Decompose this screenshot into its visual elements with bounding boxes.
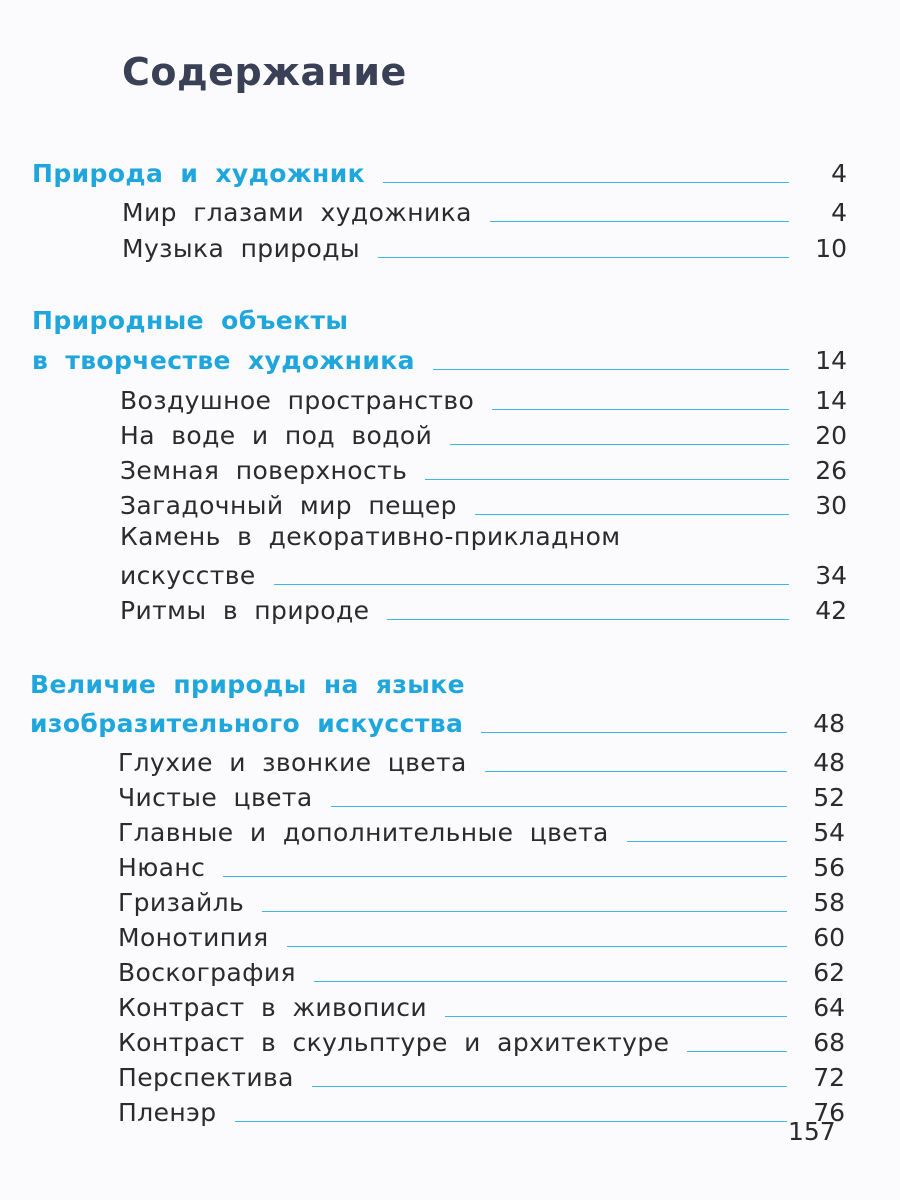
toc-item[interactable]	[120, 590, 847, 626]
toc-item[interactable]	[118, 1022, 845, 1058]
toc-item[interactable]	[120, 380, 847, 416]
dot-leader	[287, 946, 787, 947]
dot-leader	[445, 1016, 787, 1017]
item-label: Ритмы в природе	[120, 596, 370, 625]
toc-item[interactable]	[120, 555, 847, 591]
toc-item[interactable]	[120, 450, 847, 486]
toc-section-1[interactable]	[32, 153, 847, 189]
page-number: 64	[813, 993, 845, 1022]
item-label: Глухие и звонкие цвета	[118, 748, 467, 777]
item-label: На воде и под водой	[120, 421, 433, 450]
page-number: 56	[813, 853, 845, 882]
toc-section-3[interactable]	[30, 703, 845, 739]
dot-leader	[223, 876, 787, 877]
page-number: 20	[815, 421, 847, 450]
toc-item[interactable]	[118, 812, 845, 848]
dot-leader	[235, 1121, 788, 1122]
toc-item[interactable]	[118, 917, 845, 953]
page-number: 14	[815, 386, 847, 415]
page-number: 48	[813, 709, 845, 738]
toc-item[interactable]	[118, 882, 845, 918]
page-number: 72	[813, 1063, 845, 1092]
page-number: 76	[813, 1098, 845, 1127]
page-number: 4	[831, 198, 847, 227]
dot-leader	[262, 911, 787, 912]
page-number: 10	[815, 234, 847, 263]
section-title: в творчестве художника	[32, 346, 415, 375]
dot-leader	[490, 221, 789, 222]
dot-leader	[475, 514, 789, 515]
dot-leader	[687, 1051, 787, 1052]
dot-leader	[387, 619, 789, 620]
page-number: 30	[815, 491, 847, 520]
toc-item[interactable]	[118, 742, 845, 778]
toc-item[interactable]	[118, 987, 845, 1023]
page-number: 4	[831, 159, 847, 188]
item-label: Загадочный мир пещер	[120, 491, 457, 520]
footer-page-number: 157	[788, 1117, 836, 1146]
section-title: изобразительного искусства	[30, 709, 464, 738]
dot-leader	[312, 1086, 787, 1087]
page-number: 58	[813, 888, 845, 917]
page-number: 68	[813, 1028, 845, 1057]
toc-item[interactable]	[120, 485, 847, 521]
item-label: Воскография	[118, 958, 296, 987]
section-title-line: Природные объекты	[32, 306, 349, 335]
item-label: Земная поверхность	[120, 456, 408, 485]
item-label: Перспектива	[118, 1063, 294, 1092]
toc-item[interactable]	[118, 1092, 845, 1128]
toc-item[interactable]	[118, 847, 845, 883]
dot-leader	[274, 584, 789, 585]
page-number: 42	[815, 596, 847, 625]
toc-item[interactable]	[122, 228, 847, 264]
page-number: 26	[815, 456, 847, 485]
dot-leader	[378, 257, 789, 258]
dot-leader	[485, 771, 787, 772]
section-title: Природа и художник	[32, 159, 366, 188]
toc-item[interactable]	[118, 952, 845, 988]
page-number: 34	[815, 561, 847, 590]
toc-item[interactable]	[120, 415, 847, 451]
page-number: 60	[813, 923, 845, 952]
item-label: Пленэр	[118, 1098, 217, 1127]
item-label: Гризайль	[118, 888, 245, 917]
item-label: искусстве	[120, 561, 256, 590]
item-label: Воздушное пространство	[120, 386, 475, 415]
page-number: 62	[813, 958, 845, 987]
item-label: Главные и дополнительные цвета	[118, 818, 609, 847]
page-number: 54	[813, 818, 845, 847]
item-label: Контраст в живописи	[118, 993, 428, 1022]
item-label: Музыка природы	[122, 234, 361, 263]
item-label: Монотипия	[118, 923, 269, 952]
section-title-line: Величие природы на языке	[30, 670, 465, 699]
dot-leader	[627, 841, 787, 842]
item-label: Нюанс	[118, 853, 206, 882]
dot-leader	[383, 182, 789, 183]
dot-leader	[450, 444, 789, 445]
toc-item[interactable]	[118, 1057, 845, 1093]
dot-leader	[425, 479, 789, 480]
page-title: Содержание	[122, 50, 407, 94]
page-number: 14	[815, 346, 847, 375]
dot-leader	[314, 981, 787, 982]
item-label-line: Камень в декоративно-прикладном	[120, 522, 621, 551]
dot-leader	[331, 806, 787, 807]
page-number: 48	[813, 748, 845, 777]
item-label: Чистые цвета	[118, 783, 313, 812]
toc-item[interactable]	[122, 192, 847, 228]
item-label: Контраст в скульптуре и архитектуре	[118, 1028, 670, 1057]
toc-section-2[interactable]	[32, 340, 847, 376]
dot-leader	[433, 369, 789, 370]
item-label: Мир глазами художника	[122, 198, 472, 227]
dot-leader	[492, 409, 789, 410]
dot-leader	[481, 732, 787, 733]
toc-item[interactable]	[118, 777, 845, 813]
page-number: 52	[813, 783, 845, 812]
